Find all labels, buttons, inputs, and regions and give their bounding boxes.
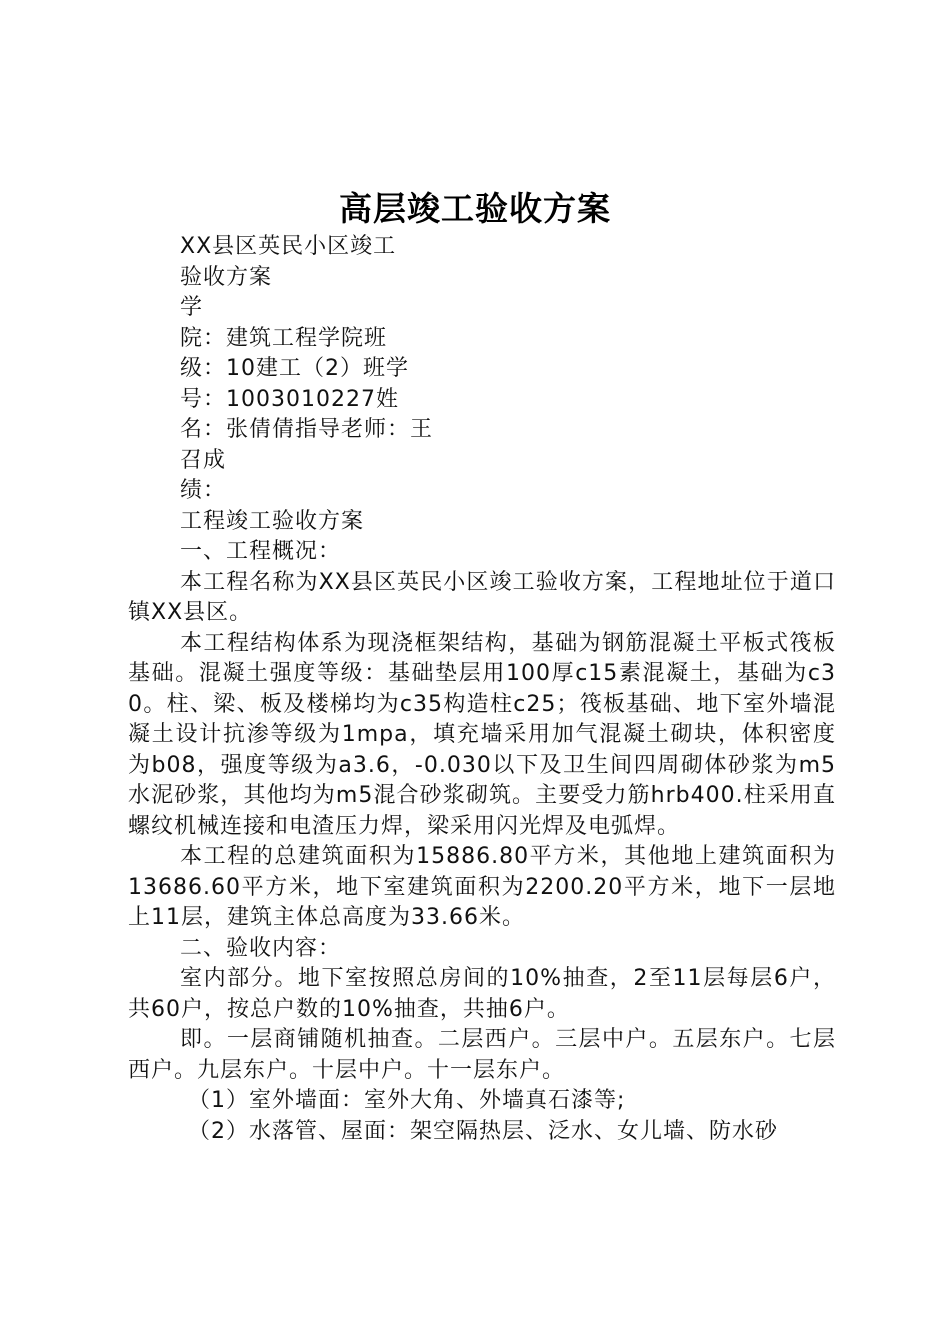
paragraph-project-name: 本工程名称为XX县区英民小区竣工验收方案，工程地址位于道口镇XX县区。 [128,569,836,625]
document-body [128,232,836,1147]
cover-line: 学 [180,295,204,320]
paragraph-structure: 本工程结构体系为现浇框架结构，基础为钢筋混凝土平板式筏板基础。混凝土强度等级：基础垫层用100厚c15素混凝土，基础为c30。柱、梁、板及楼梯均为c35构造柱c25；筏板基础、地下室外墙混凝土设计抗渗等级为1mpa，填充墙采用加气混凝土砌块，体积密度为b08，强度等级为a3.6，-0.030以下及卫生间四周砌体砂浆为m5水泥砂浆，其他均为m5混合砂浆砌筑。主要受力筋hrb400.柱采用直螺纹机械连接和电渣压力焊，梁采用闪光焊及电弧焊。 [128,630,836,839]
cover-line: 级：10建工（2）班学 [180,356,409,381]
section-heading: 一、工程概况： [180,539,342,564]
cover-line: 号：1003010227姓 [180,386,399,412]
list-item: （2）水落管、屋面：架空隔热层、泛水、女儿墙、防水砂 [188,1118,778,1144]
section-heading: 二、验收内容： [180,935,342,961]
cover-line: 召成 [180,447,227,473]
cover-line: 院：建筑工程学院班 [180,325,388,351]
cover-line: 名：张倩倩指导老师：王 [180,417,434,442]
paragraph-indoor: 室内部分。地下室按照总房间的10%抽查，2至11层每层6户，共60户，按总户数的10%抽查，共抽6户。 [128,966,836,1022]
paragraph-sampling: 即。一层商铺随机抽查。二层西户。三层中户。五层东户。七层西户。九层东户。十层中户。十一层东户。 [128,1027,836,1083]
document-title: 高层竣工验收方案 [339,189,611,228]
list-item: （1）室外墙面：室外大角、外墙真石漆等; [188,1088,626,1113]
cover-line: 验收方案 [180,264,273,290]
cover-line: 绩： [180,478,227,503]
section-title: 工程竣工验收方案 [180,508,365,534]
paragraph-area: 本工程的总建筑面积为15886.80平方米，其他地上建筑面积为13686.60平方米，地下室建筑面积为2200.20平方米，地下一层地上11层，建筑主体总高度为33.66米。 [128,844,836,930]
cover-line: XX县区英民小区竣工 [180,234,397,259]
